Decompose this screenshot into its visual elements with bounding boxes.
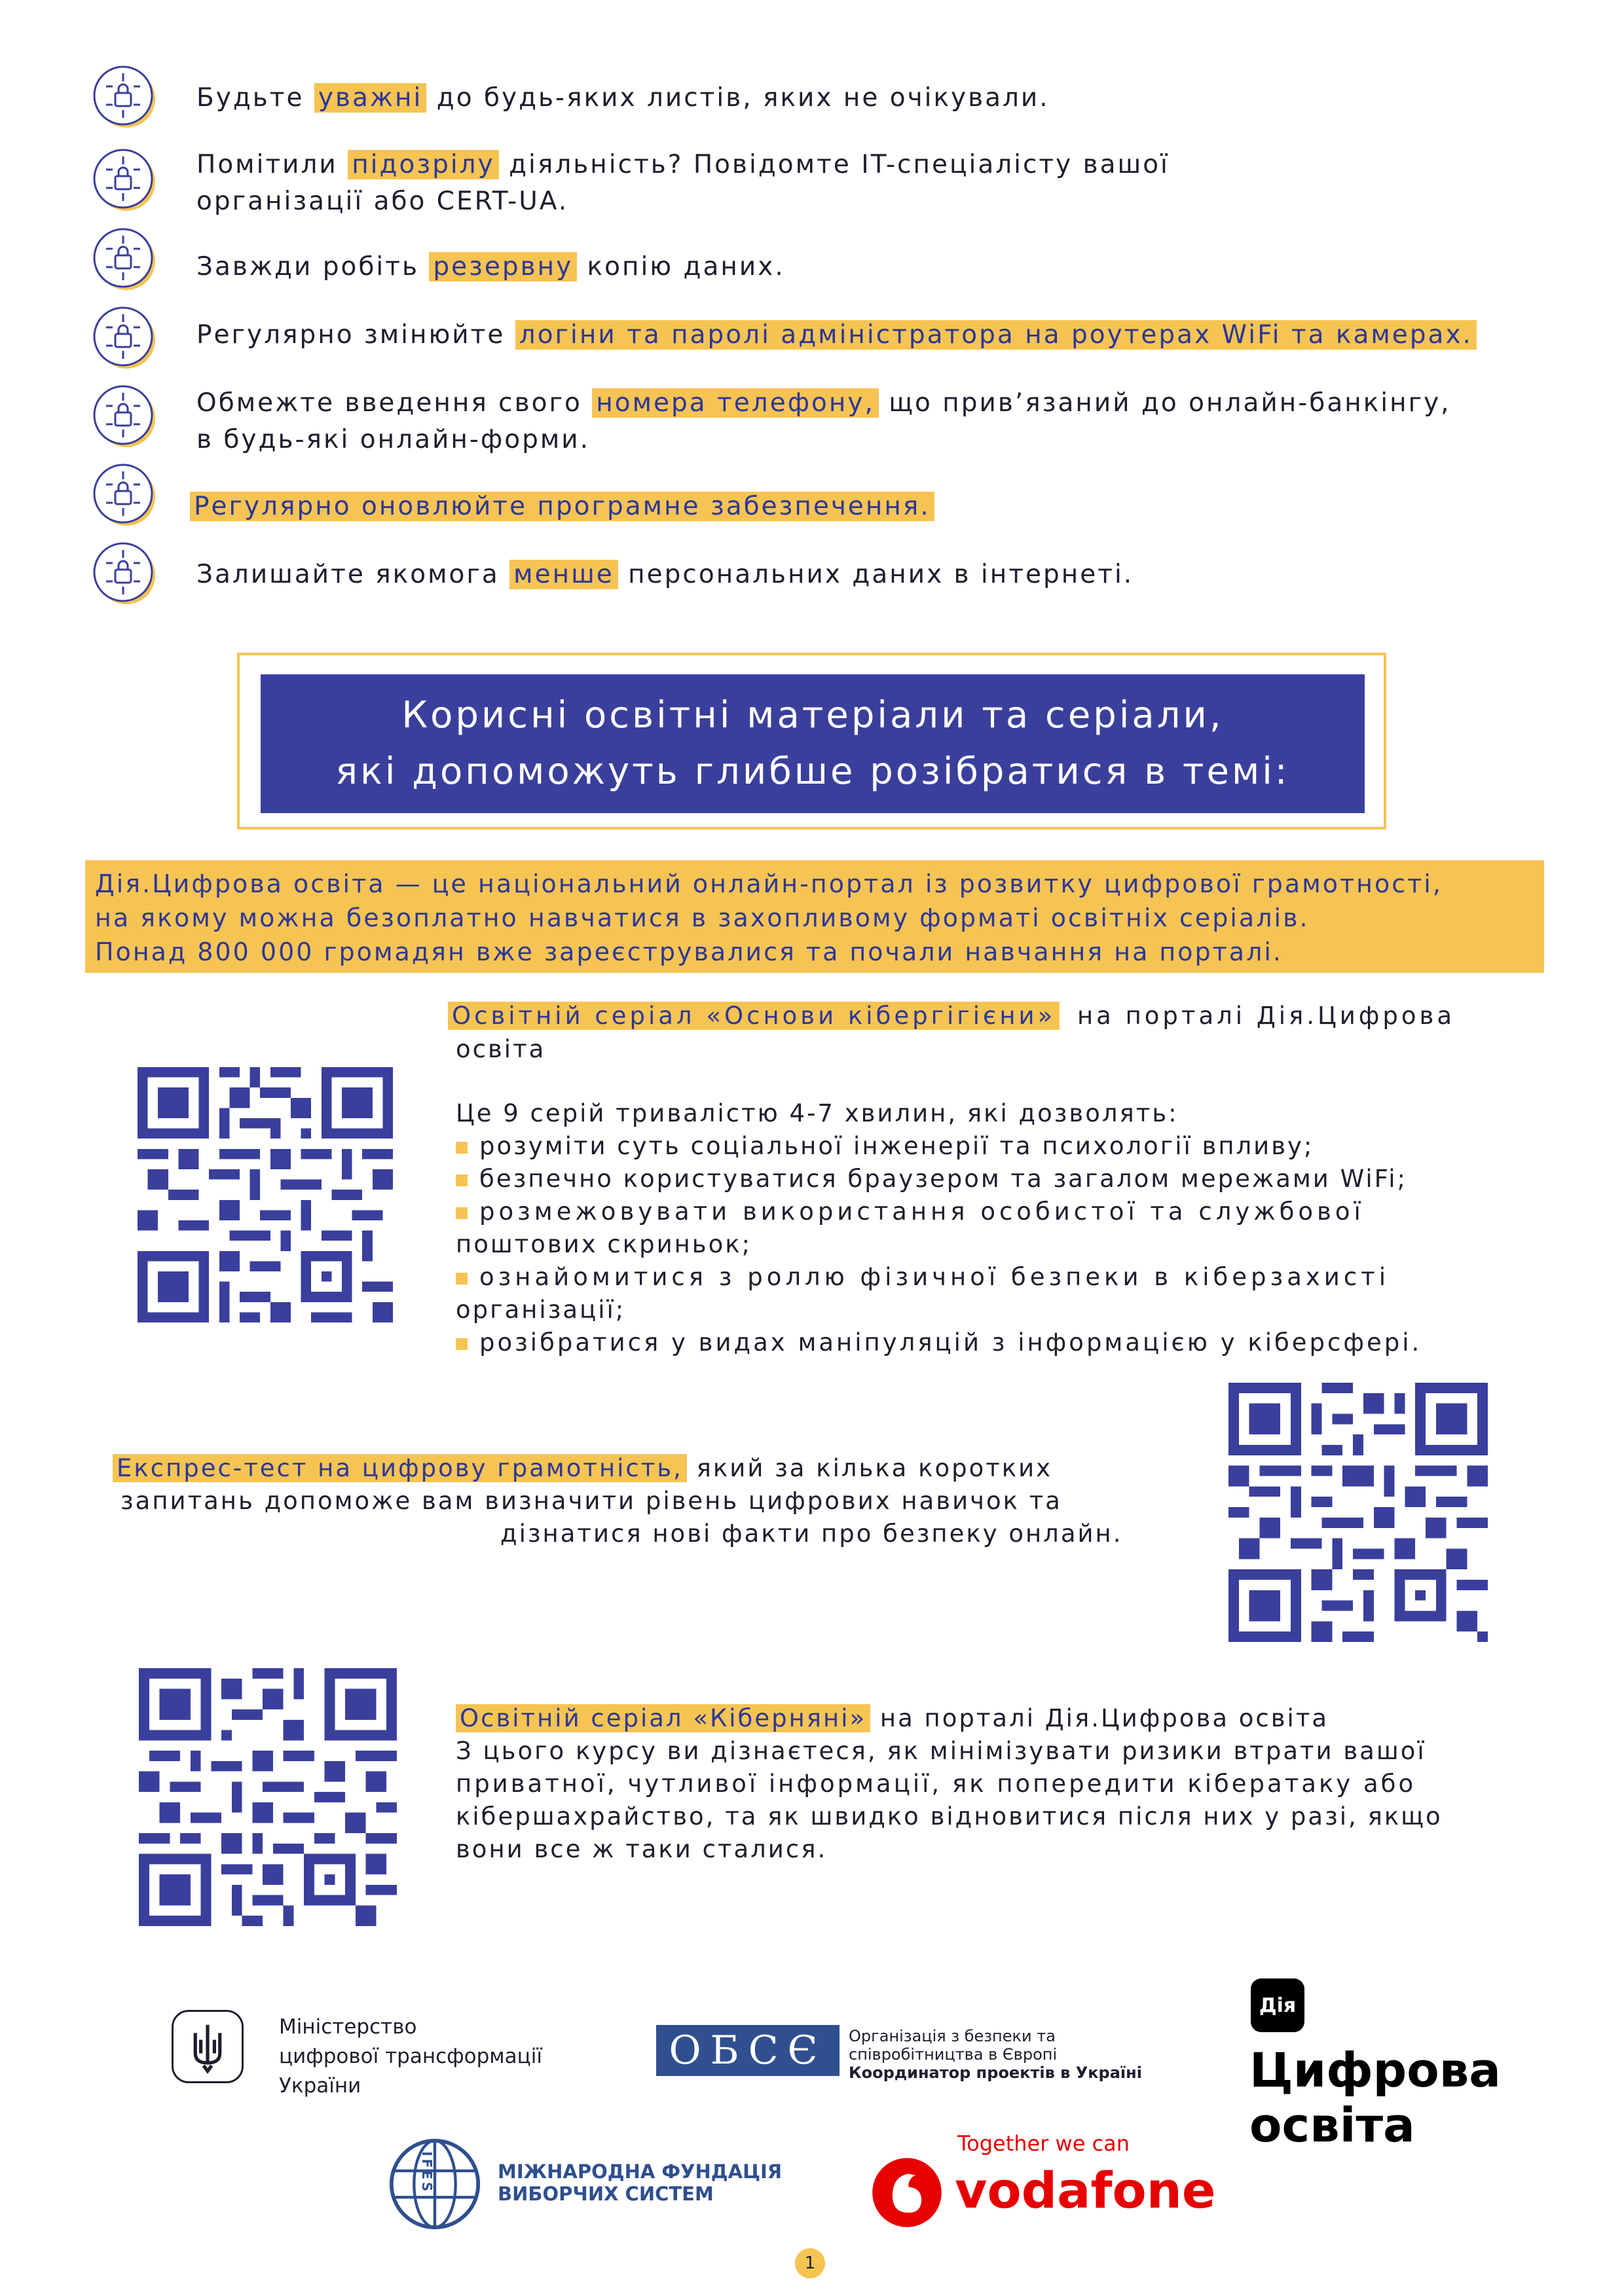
ministry-logo (172, 2010, 244, 2083)
ifes-globe-icon (388, 2137, 482, 2231)
osce-logo: ОБСЄ (656, 2025, 840, 2076)
tip-2-text: Помітили підозрілу діяльність? Повідомте IT-спеціалісту вашої організації або CERT-UA. (196, 150, 1170, 216)
tip-7-text: Залишайте якомога менше персональних даних в інтернеті. (196, 560, 1134, 589)
diia-badge: Дія (1251, 1978, 1304, 2032)
series-1-desc: Це 9 серій тривалістю 4-7 хвилин, які дозволять: (456, 1099, 1179, 1127)
series-1-bullet-cont: поштових скриньок; (456, 1230, 752, 1258)
cyber-lock-icon (92, 147, 157, 213)
vodafone-slogan: Together we can (957, 2131, 1130, 2156)
cyber-lock-icon (92, 64, 157, 130)
banner (261, 674, 1365, 813)
banner-line-1: Корисні освітні матеріали та серіали, (401, 694, 1224, 737)
test-line-2: запитань допоможе вам визначити рівень цифрових навичок та (120, 1487, 1062, 1515)
intro-line-1: Дія.Цифрова освіта — це національний онлайн-портал із розвитку цифрової грамотності, (95, 869, 1443, 898)
cyber-lock-icon (92, 305, 157, 371)
ifes-mark: IFES (419, 2151, 435, 2195)
tip-6-text: Регулярно оновлюйте програмне забезпечення. (190, 488, 934, 525)
series-1-bullet: розібратися у видах маніпуляцій з інформацією у кіберсфері. (456, 1326, 1422, 1359)
intro-line-2: на якому можна безоплатно навчатися в захопливому форматі освітніх серіалів. (95, 903, 1310, 932)
cyber-lock-icon (92, 227, 157, 292)
series-2-line: З цього курсу ви дізнаєтеся, як мінімізувати ризики втрати вашої (456, 1737, 1426, 1765)
series-1-title-line-2: освіта (456, 1035, 546, 1063)
tip-3-text: Завжди робіть резервну копію даних. (196, 252, 785, 282)
series-1-bullet: безпечно користуватися браузером та загалом мережами WiFi; (456, 1163, 1407, 1195)
cyber-lock-icon (92, 384, 157, 449)
tip-1-text: Будьте уважні до будь-яких листів, яких не очікували. (196, 83, 1050, 113)
series-1-title-link[interactable]: Освітній серіал «Основи кібергігієни» (448, 1002, 1060, 1030)
vodafone-speechmark-icon (871, 2157, 943, 2229)
series-2-qr-code[interactable] (139, 1668, 397, 1926)
series-1-bullet: ознайомитися з роллю фізичної безпеки в кіберзахисті (456, 1261, 1390, 1294)
osce-name: Організація з безпеки та співробітництва в Європі Координатор проектів в Україні (849, 2027, 1142, 2082)
series-1-title-line: Освітній серіал «Основи кібергігієни» на порталі Дія.Цифрова (448, 1000, 1455, 1032)
series-2-title-link[interactable]: Освітній серіал «Кіберняні» (456, 1704, 870, 1732)
test-qr-code[interactable] (1228, 1383, 1488, 1642)
series-1-bullet: розмежовувати використання особистої та службової (456, 1195, 1365, 1228)
ministry-name: Міністерство цифрової трансформації України (279, 2015, 543, 2098)
tip-4-text: Регулярно змінюйте логіни та паролі адміністратора на роутерах WiFi та камерах. (196, 317, 1477, 354)
test-line-1: Експрес-тест на цифрову грамотність, який за кілька коротких (113, 1452, 1052, 1485)
series-2-title-line: Освітній серіал «Кіберняні» на порталі Дія.Цифрова освіта (456, 1702, 1329, 1735)
test-title-link[interactable]: Експрес-тест на цифрову грамотність, (113, 1454, 687, 1482)
trident-icon (174, 2012, 242, 2081)
page-number: 1 (795, 2248, 825, 2278)
series-2-line: приватної, чутливої інформації, як попередити кібератаку або (456, 1770, 1416, 1798)
test-line-3: дізнатися нові факти про безпеку онлайн. (500, 1520, 1123, 1548)
ifes-name: МІЖНАРОДНА ФУНДАЦІЯ ВИБОРЧИХ СИСТЕМ (498, 2160, 783, 2205)
series-1-bullet-cont: організації; (456, 1296, 626, 1324)
tip-5-text: Обмежте введення свого номера телефону, що прив’язаний до онлайн-банкінгу, в будь-які онлайн-форми. (196, 388, 1451, 454)
vodafone-wordmark: vodafone (955, 2161, 1216, 2219)
diia-wordmark: Цифрова освіта (1249, 2043, 1501, 2153)
series-1-bullet: розуміти суть соціальної інженерії та психології впливу; (456, 1130, 1314, 1163)
series-2-line: кібершахрайство, та як швидко відновитися після них у разі, якщо (456, 1802, 1443, 1831)
banner-line-2: які допоможуть глибше розібратися в темі: (335, 750, 1290, 793)
series-1-qr-code[interactable] (138, 1067, 393, 1322)
cyber-lock-icon (92, 541, 157, 606)
series-2-line: вони все ж таки сталися. (456, 1835, 828, 1863)
cyber-lock-icon (92, 462, 157, 528)
intro-line-3: Понад 800 000 громадян вже зареєструвалися та почали навчання на порталі. (95, 938, 1283, 966)
